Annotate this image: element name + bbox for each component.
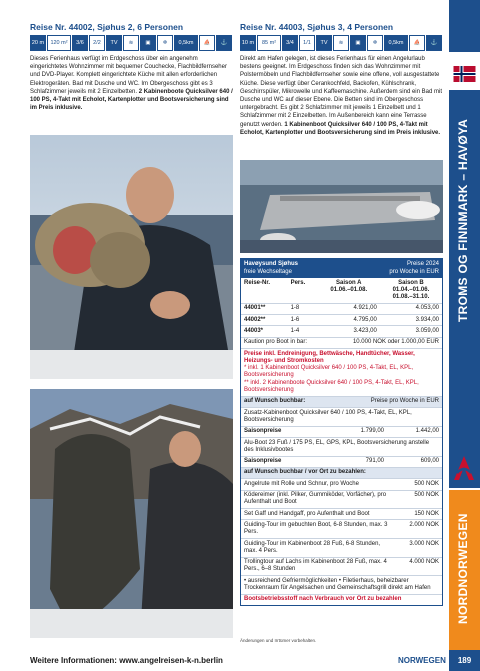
- price-table: [240, 258, 443, 606]
- included-note: Preise inkl. Endreinigung, Bettwäsche, Handtücher, Wasser, Heizungs- und Stromkosten * inkl. 1 Kabinenboot Quicksilver 640 / 100 PS, 4-Takt, EL, KPL, Bootsversicherung ** inkl. 2 Kabinenboote Quicksilver 640 / 100 PS, 4-Takt, EL, KPL, Bootsversicherung: [241, 349, 442, 397]
- wifi-icon: ≋: [123, 35, 139, 51]
- norway-flag-icon: [453, 66, 476, 82]
- list-item: Ködereimer (inkl. Pilker, Gummiköder, Vorfächer), pro Aufenthalt und Boot 500 NOK: [241, 491, 442, 510]
- boat-icon: ⛵: [409, 35, 425, 51]
- boat-dock-photo: [240, 160, 443, 253]
- house-description: Dieses Ferienhaus verfügt im Erdgeschoss über ein angenehm eingerichtetes Wohnzimmer mit bequemer Couchecke, Flachbildfernseher und DVD-Player. Komplett eingerichtete Küche mit allen erforderlichen Elektrogeräten. Bad mit Dusche und WC. Im Obergeschoss gibt es 3 Schlafzimmer jeweils mit 2 Einzelbetten. 2 Kabinenboote Quicksilver 640 / 100 PS, 4-Takt mit Echolot, Kartenplotter und Bootsversicherung sind im Preis inklusive.: [30, 56, 233, 112]
- region-sidebar: [449, 0, 480, 650]
- onsite-header: auf Wunsch buchbar / vor Ort zu bezahlen:: [241, 468, 442, 479]
- freezer-icon: ❄: [367, 35, 383, 51]
- bathroom-icon: 2/2: [89, 35, 105, 51]
- deposit-row: Kaution pro Boot in bar: 10.000 NOK oder 1.000,00 EUR: [241, 338, 442, 349]
- website-link[interactable]: Weitere Informationen: www.angelreisen-k-n.berlin: [30, 656, 223, 665]
- alu-boat-desc: Alu-Boot 23 Fuß / 175 PS, EL, GPS, KPL, Bootsversicherung anstelle des Inklusivbootes: [241, 438, 442, 457]
- house-44002: [30, 22, 233, 112]
- col-season-a: Saison A 01.06.–01.08.: [318, 278, 380, 303]
- angler-with-fish-photo: [30, 135, 233, 379]
- house-title: Reise Nr. 44002, Sjøhus 2, 6 Personen: [30, 22, 184, 32]
- distance-icon: 0,5km: [384, 35, 408, 51]
- table-row: 44002** 1-6 4.795,00 3.934,00: [241, 315, 442, 326]
- country-region-label: NORDNORWEGEN: [456, 513, 470, 625]
- distance-icon: 0,5km: [174, 35, 198, 51]
- freezer-icon: ❄: [157, 35, 173, 51]
- list-item: Trollingtour auf Lachs im Kabinenboot 28 Fuß, max. 4 Pers., 6–8 Stunden 4.000 NOK: [241, 558, 442, 577]
- onsite-list: [241, 479, 442, 576]
- extra-boat-desc: Zusatz-Kabinenboot Quicksilver 640 / 100 PS, 4-Takt, EL, KPL, Bootsversicherung: [241, 408, 442, 427]
- area-icon: 10 m: [240, 35, 256, 51]
- house-description: Direkt am Hafen gelegen, ist dieses Ferienhaus für einen Angelurlaub bestens geeignet. Im Erdgeschoss finden sich das Wohnzimmer mit Polstermöbeln und Flachbildfernseher sowie eine offene, voll ausgestattete Küche. Diese verfügt über Cerankochfeld, Backofen, Kühlschrank, Geschirrspüler, Mikrowelle und Kaffeemaschine. Außerdem sind ein Bad mit Dusche und WC auf dieser Ebene. Die Betten sind im Obergeschoss untergebracht. Es gibt 2 Schlafzimmer mit jeweils 1 Einzelbett und 1 Schlafzimmer mit 2 Einzelbetten. Im Außenbereich kann eine Terrasse genutzt werden. 1 Kabinenboot Quicksilver 640 / 100 PS, 4-Takt mit Echolot, Kartenplotter und Bootsversicherung sind im Preis inklusive.: [240, 56, 442, 136]
- tv-icon: TV: [316, 35, 332, 51]
- bathroom-icon: 1/1: [299, 35, 315, 51]
- tv-icon: TV: [106, 35, 122, 51]
- feature-icons: [30, 35, 233, 51]
- fuel-note: Bootsbetriebsstoff nach Verbrauch vor Ort zu bezahlen: [244, 596, 402, 603]
- bedrooms-icon: 3/4: [282, 35, 298, 51]
- region-label: TROMS OG FINNMARK – HAVØYA: [456, 118, 470, 322]
- bedrooms-icon: 3/6: [72, 35, 88, 51]
- wifi-icon: ≋: [333, 35, 349, 51]
- sidebar-top-block: [449, 0, 480, 52]
- extra-boat-price: Saisonpreise 1.799,00 1.442,00: [241, 427, 442, 438]
- list-item: Set Gaff und Handgaff, pro Aufenthalt und Boot 150 NOK: [241, 509, 442, 520]
- alu-boat-price: Saisonpreise 791,00 609,00: [241, 457, 442, 468]
- floor-icon: 120 m²: [47, 35, 71, 51]
- brand-logo-icon: [453, 455, 475, 481]
- disclaimer: Änderungen und Irrtümer vorbehalten.: [240, 638, 317, 643]
- col-season-b: Saison B 01.04.–01.06. 01.08.–31.10.: [380, 278, 442, 303]
- table-row: 44001** 1-8 4.921,00 4.053,00: [241, 303, 442, 314]
- price-table-header: Havøysund Sjøhus freie Wechseltage Preise 2024 pro Woche in EUR: [241, 259, 442, 278]
- col-persons: Pers.: [288, 278, 318, 303]
- washer-icon: ▣: [140, 35, 156, 51]
- list-item: Guiding-Tour im gebuchten Boot, 6-8 Stunden, max. 3 Pers. 2.000 NOK: [241, 520, 442, 539]
- page-footer: [0, 650, 480, 671]
- col-trip: Reise-Nr.: [241, 278, 288, 303]
- area-icon: 20 m: [30, 35, 46, 51]
- list-item: Guiding-Tour im Kabinenboot 28 Fuß, 6-8 Stunden, max. 4 Pers. 3.000 NOK: [241, 539, 442, 558]
- boat-icon: ⛵: [199, 35, 215, 51]
- fishing-icon: ⚓: [216, 35, 232, 51]
- feature-icons: [240, 35, 443, 51]
- facilities-note: • ausreichend Gefriermöglichkeiten • Filetierhaus, beheizbarer Trockenraum für Angelsachen und Gemeinschaftsgrill direkt am Hafen: [241, 576, 442, 595]
- footer-country: NORWEGEN: [398, 656, 446, 665]
- house-title: Reise Nr. 44003, Sjøhus 3, 4 Personen: [240, 22, 394, 32]
- washer-icon: ▣: [350, 35, 366, 51]
- angler-with-halibut-photo: [30, 389, 233, 638]
- fishing-icon: ⚓: [426, 35, 442, 51]
- house-44003: [240, 22, 443, 137]
- bookable-header: auf Wunsch buchbar: Preise pro Woche in EUR: [241, 397, 442, 408]
- table-row: 44003* 1-4 3.423,00 3.059,00: [241, 326, 442, 337]
- list-item: Angelrute mit Rolle und Schnur, pro Woche 500 NOK: [241, 479, 442, 490]
- floor-icon: 85 m²: [257, 35, 281, 51]
- page-number: 189: [449, 650, 480, 671]
- season-price-table: [241, 278, 442, 338]
